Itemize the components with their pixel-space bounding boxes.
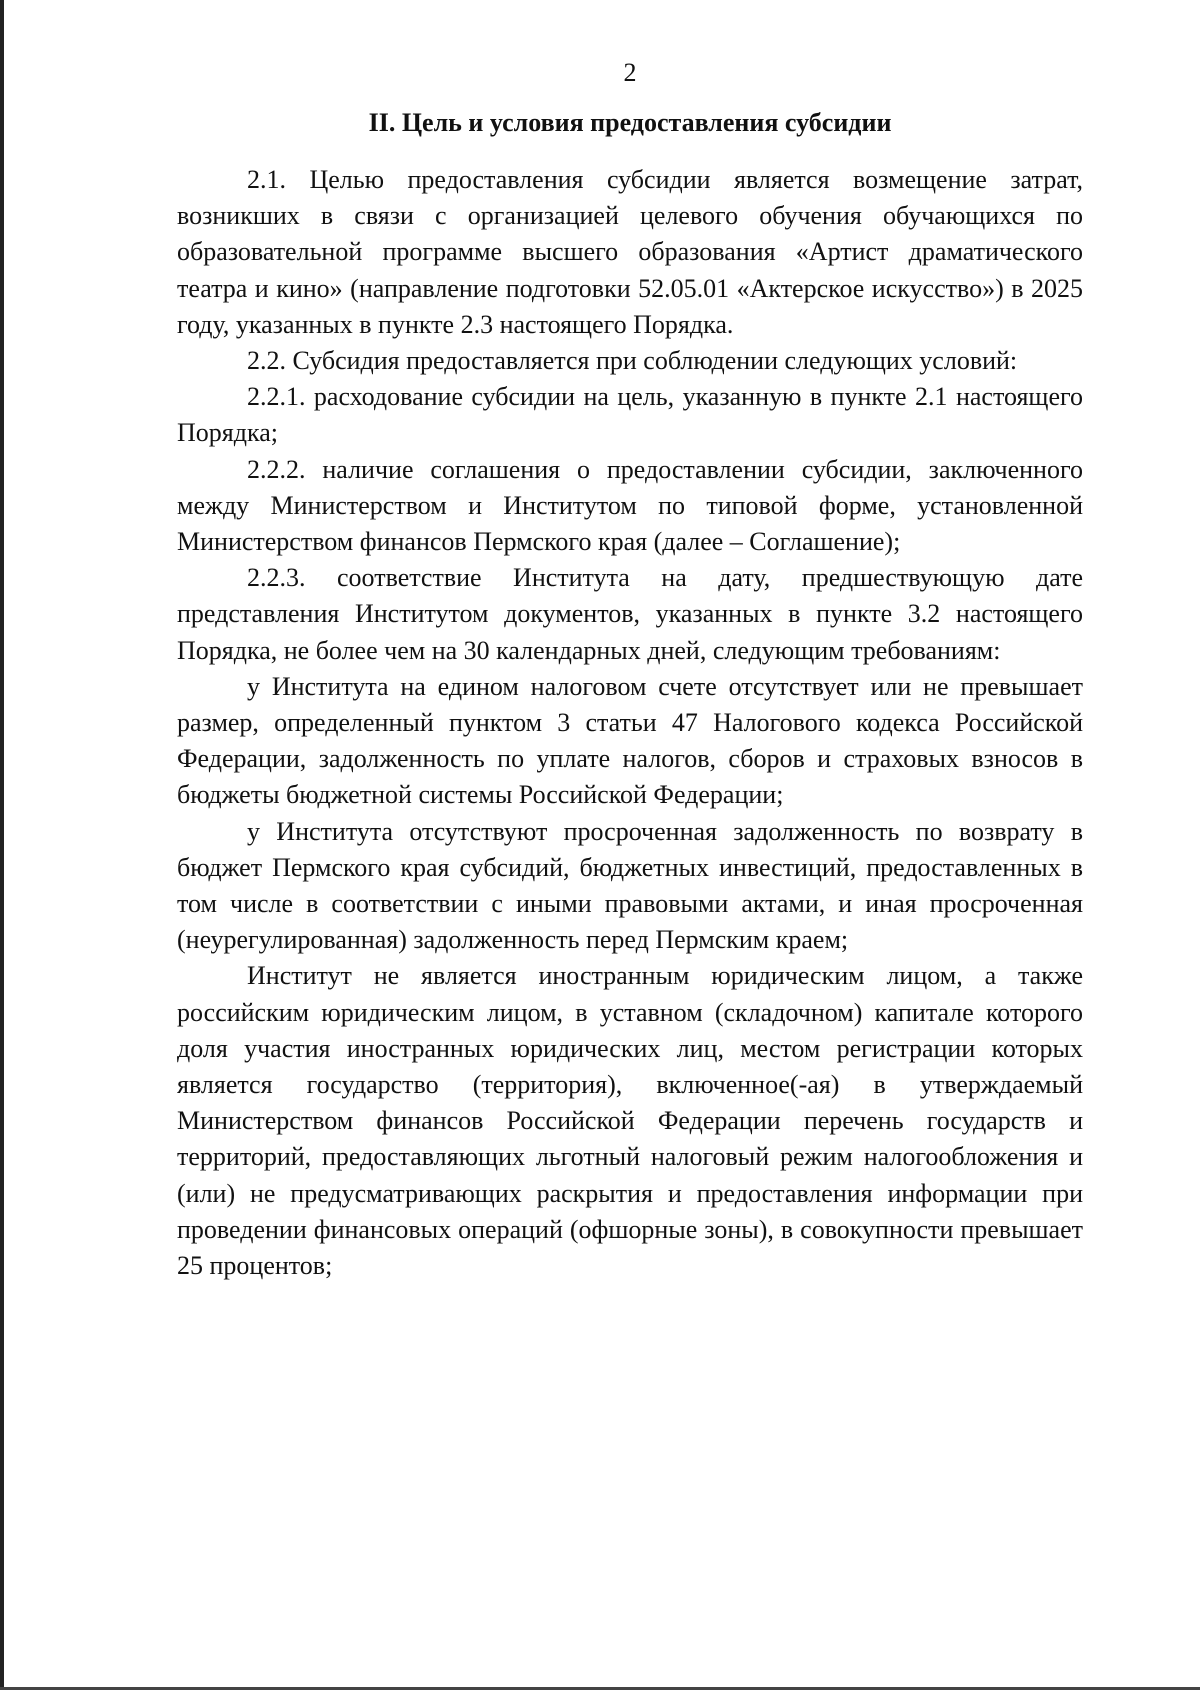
paragraph-2-2-3: 2.2.3. соответствие Института на дату, предшествующую дате представления Институтом документов, указанных в пункте 3.2 настоящего Порядка, не более чем на 30 календарных дней, следующим требованиям: [177, 563, 1083, 665]
requirement-tax-debt: у Института на едином налоговом счете отсутствует или не превышает размер, определенный пунктом 3 статьи 47 Налогового кодекса Российской Федерации, задолженность по уплате налогов, сборов и страховых взносов в бюджеты бюджетной системы Российской Федерации; [177, 671, 1083, 810]
paragraph-2-1: 2.1. Целью предоставления субсидии является возмещение затрат, возникших в связи с организацией целевого обучения обучающихся по образовательной программе высшего образования «Артист драматического театра и кино» (направление подготовки 52.05.01 «Актерское искусство») в 2025 году, указанных в пункте 2.3 настоящего Порядка. [177, 165, 1083, 339]
section-title: II. Цель и условия предоставления субсидии [368, 108, 892, 137]
requirement-overdue-debt: у Института отсутствуют просроченная задолженность по возврату в бюджет Пермского края субсидий, бюджетных инвестиций, предоставленных в том числе в соответствии с иными правовыми актами, и иная просроченная (неурегулированная) задолженность перед Пермским краем; [177, 816, 1083, 955]
scan-border-left [0, 0, 4, 1690]
paragraph-2-2-2: 2.2.2. наличие соглашения о предоставлении субсидии, заключенного между Министерством и Институтом по типовой форме, установленной Министерством финансов Пермского края (далее – Соглашение); [177, 454, 1083, 557]
requirement-foreign-entity: Институт не является иностранным юридическим лицом, а также российским юридическим лицом, в уставном (складочном) капитале которого доля участия иностранных юридических лиц, местом регистрации которых является государство (территория), включенное(-ая) в утверждаемый Министерством финансов Российской Федерации перечень государств и территорий, предоставляющих льготный налоговый режим налогообложения и (или) не предусматривающих раскрытия и предоставления информации при проведении финансовых операций (офшорные зоны), в совокупности превышает 25 процентов; [177, 961, 1083, 1281]
paragraph-2-2-1: 2.2.1. расходование субсидии на цель, указанную в пункте 2.1 настоящего Порядка; [177, 382, 1083, 448]
page-number: 2 [623, 58, 637, 87]
document-page [177, 58, 1083, 1284]
paragraph-2-2: 2.2. Субсидия предоставляется при соблюдении следующих условий: [247, 346, 1018, 376]
